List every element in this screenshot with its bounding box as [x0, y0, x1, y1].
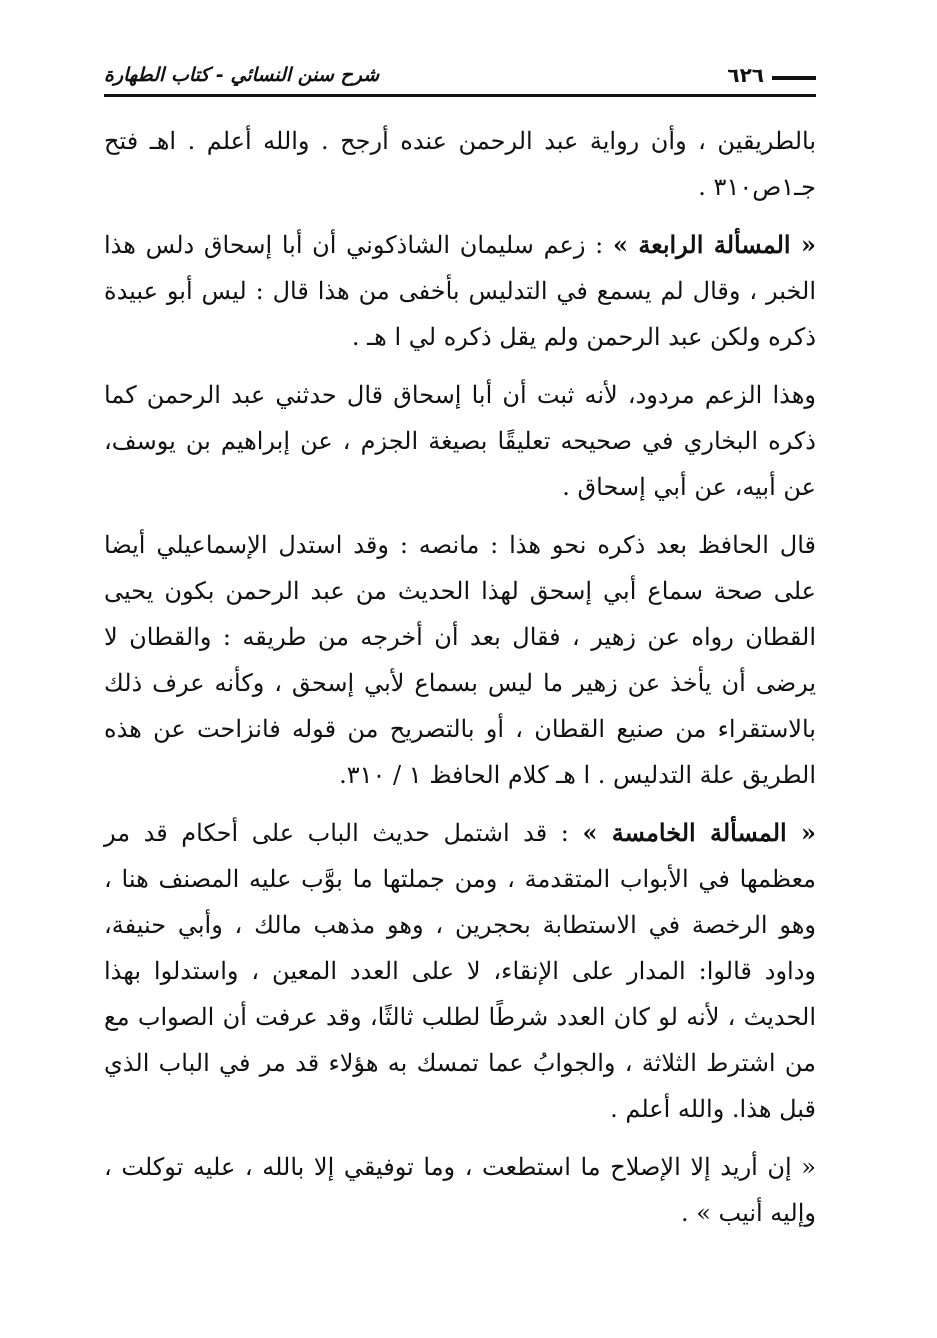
paragraph-text: قال الحافظ بعد ذكره نحو هذا : مانصه : وقد استدل الإسماعيلي أيضا على صحة سماع أبي إسحق لهذا الحديث من عبد الرحمن بكون يحيى القطان رواه عن زهير ، فقال بعد أن أخرجه من طريقه : والقطان لا يرضى أن يأخذ عن زهير ما ليس بسماع لأبي إسحق ، وكأنه عرف ذلك بالاستقراء من صنيع القطان ، أو بالتصريح من قوله فانزاحت عن هذه الطريق علة التدليس . ا هـ كلام الحافظ ١ / ٣١٠. [104, 531, 817, 789]
paragraph-text: : زعم سليمان الشاذكوني أن أبا إسحاق دلس هذا الخبر ، وقال لم يسمع في التدليس بأخفى من هذا قال : ليس أبو عبيدة ذكره ولكن عبد الرحمن ولم يقل ذكره لي ا هـ . [104, 231, 816, 351]
paragraph-text: : قد اشتمل حديث الباب على أحكام قد مر معظمها في الأبواب المتقدمة ، ومن جملتها ما بوَّب عليه المصنف هنا ، وهو الرخصة في الاستطابة بحجرين ، وهو مذهب مالك ، وأبي حنيفة، وداود قالوا: المدار على الإنقاء، لا على العدد المعين ، واستدلوا بهذا الحديث ، لأنه لو كان العدد شرطًا لطلب ثالثًا، وقد عرفت أن الصواب مع من اشترط الثلاثة ، والجوابُ عما تمسك به هؤلاء قد مر في الباب الذي قبل هذا. والله أعلم . [104, 819, 816, 1123]
page-header [104, 60, 816, 102]
paragraph [104, 118, 816, 210]
page-number: ٦٢٦ [727, 63, 764, 87]
section-heading: « المسألة الرابعة » [612, 230, 817, 259]
main-text [104, 118, 816, 1248]
paragraph [104, 522, 816, 798]
paragraph-text: بالطريقين ، وأن رواية عبد الرحمن عنده أرجح . والله أعلم . اهـ فتح جـ١ص٣١٠ . [104, 127, 816, 201]
paragraph [104, 1144, 816, 1236]
paragraph [104, 372, 816, 510]
header-rule [104, 94, 816, 97]
paragraph [104, 810, 816, 1132]
header-dash [772, 76, 816, 80]
paragraph-text: وهذا الزعم مردود، لأنه ثبت أن أبا إسحاق قال حدثني عبد الرحمن كما ذكره البخاري في صحيحه تعليقًا بصيغة الجزم ، عن إبراهيم بن يوسف، عن أبيه، عن أبي إسحاق . [104, 381, 816, 501]
section-heading: « المسألة الخامسة » [582, 818, 817, 847]
paragraph [104, 222, 816, 360]
running-title: شرح سنن النسائي - كتاب الطهارة [104, 64, 380, 86]
paragraph-text: « إن أريد إلا الإصلاح ما استطعت ، وما توفيقي إلا بالله ، عليه توكلت ، وإليه أنيب » . [104, 1153, 816, 1227]
